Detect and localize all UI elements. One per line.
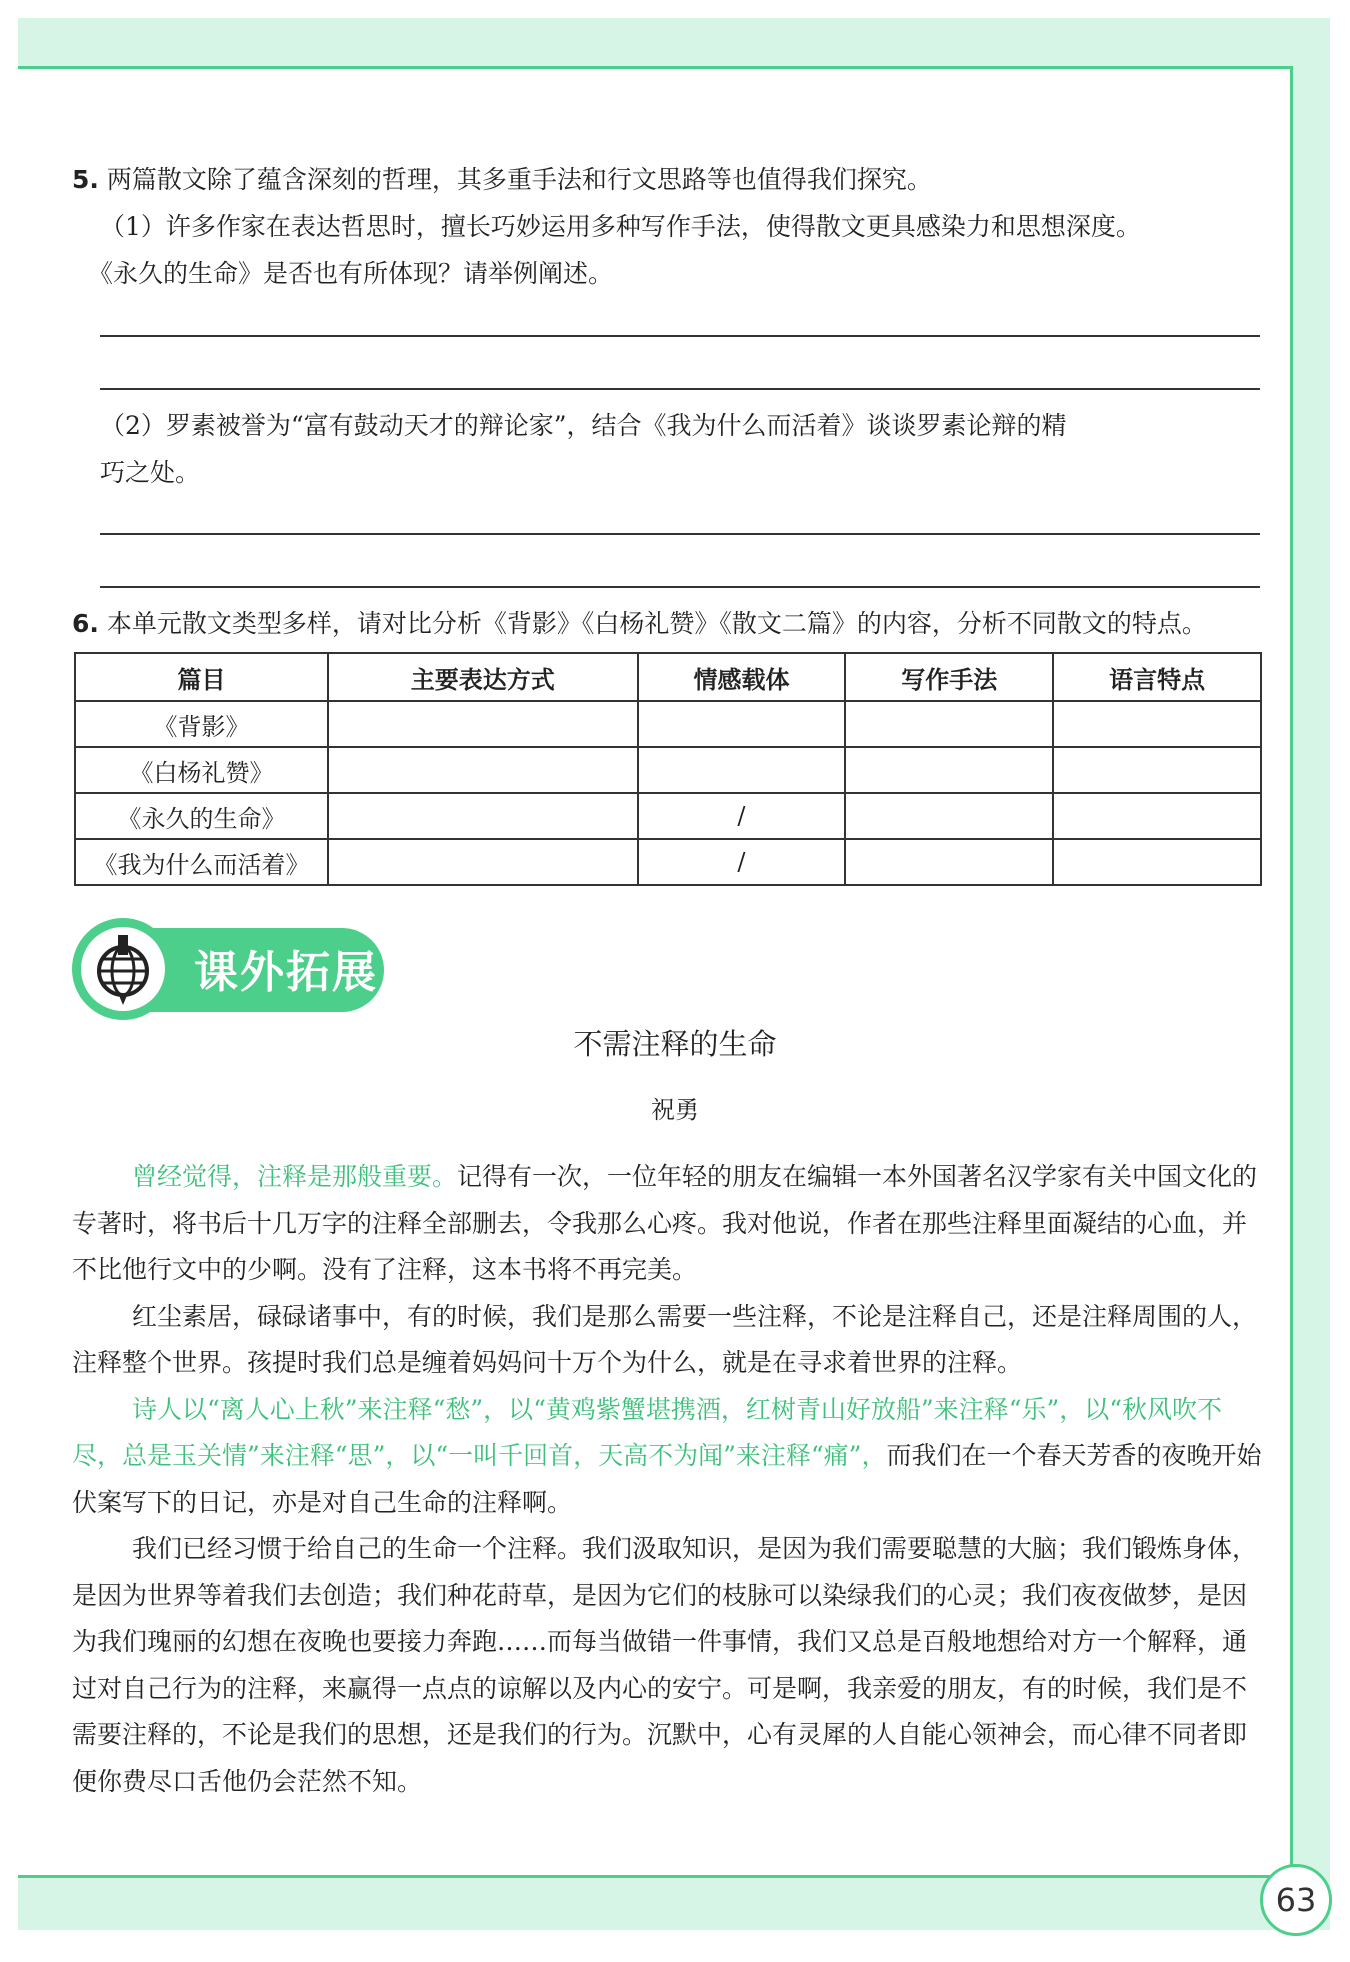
- table-row: [75, 793, 1261, 839]
- page-number: 63: [1260, 1864, 1332, 1936]
- slash-cell: /: [638, 839, 846, 885]
- q5-sub1-line1: （1）许多作家在表达哲思时，擅长巧妙运用多种写作手法，使得散文更具感染力和思想深度。: [100, 212, 1141, 241]
- question-5-stem: 5. 两篇散文除了蕴含深刻的哲理，其多重手法和行文思路等也值得我们探究。: [72, 165, 932, 194]
- answer-cell[interactable]: [845, 747, 1053, 793]
- row-title: 《永久的生命》: [75, 793, 328, 839]
- answer-cell[interactable]: [845, 839, 1053, 885]
- section-title: 课外拓展: [194, 947, 378, 998]
- answer-cell[interactable]: [638, 747, 846, 793]
- table-header-row: [75, 653, 1261, 701]
- article-title: 不需注释的生命: [573, 1027, 777, 1061]
- table-header: 主要表达方式: [328, 653, 638, 701]
- slash-cell: /: [638, 793, 846, 839]
- answer-cell[interactable]: [1053, 839, 1261, 885]
- paragraph: 红尘素居，碌碌诸事中，有的时候，我们是那么需要一些注释，不论是注释自己，还是注释周围的人，注释整个世界。孩提时我们总是缠着妈妈问十万个为什么，就是在寻求着世界的注释。: [72, 1301, 1258, 1377]
- question-number: 5.: [72, 165, 99, 194]
- answer-cell[interactable]: [845, 793, 1053, 839]
- row-title: 《白杨礼赞》: [75, 747, 328, 793]
- table-header: 语言特点: [1053, 653, 1261, 701]
- answer-line[interactable]: [100, 586, 1260, 588]
- article-author: 祝勇: [651, 1096, 699, 1124]
- answer-cell[interactable]: [328, 839, 638, 885]
- page-frame-top: [18, 18, 1330, 68]
- q5-sub2-line1: （2）罗素被誉为“富有鼓动天才的辩论家”，结合《我为什么而活着》谈谈罗素论辩的精: [100, 411, 1067, 440]
- highlighted-text: 诗人以“离人心上秋”来注释“愁”，以“黄鸡紫蟹堪携酒，红树青山好放船”来注释“乐”，以“秋风吹不尽，总是玉关情”来注释“思”，以“一叫千回首，天高不为闻”来注释“痛”，: [72, 1394, 1223, 1470]
- answer-line[interactable]: [100, 533, 1260, 535]
- page-frame-bottom: [18, 1870, 1330, 1930]
- paragraph: 诗人以“离人心上秋”来注释“愁”，以“黄鸡紫蟹堪携酒，红树青山好放船”来注释“乐”，以“秋风吹不尽，总是玉关情”来注释“思”，以“一叫千回首，天高不为闻”来注释“痛”，而我们在一个春天芳香的夜晚开始伏案写下的日记，亦是对自己生命的注释啊。: [72, 1394, 1262, 1517]
- answer-cell[interactable]: [328, 747, 638, 793]
- article-body: [72, 1154, 1262, 1805]
- page-frame-right: [1292, 55, 1330, 1885]
- table-header: 篇目: [75, 653, 328, 701]
- highlighted-text: 曾经觉得，注释是那般重要。: [132, 1162, 458, 1191]
- answer-cell[interactable]: [1053, 747, 1261, 793]
- section-badge: [72, 918, 388, 1020]
- comparison-table: [74, 652, 1262, 886]
- q5-sub1-line2: 《永久的生命》是否也有所体现？请举例阐述。: [88, 259, 614, 288]
- globe-pen-icon: [81, 927, 165, 1011]
- paragraph: 曾经觉得，注释是那般重要。记得有一次，一位年轻的朋友在编辑一本外国著名汉学家有关中国文化的专著时，将书后十几万字的注释全部删去，令我那么心疼。我对他说，作者在那些注释里面凝结的心血，并不比他行文中的少啊。没有了注释，这本书将不再完美。: [72, 1162, 1258, 1284]
- table-row: [75, 839, 1261, 885]
- answer-cell[interactable]: [328, 793, 638, 839]
- table-header: 写作手法: [845, 653, 1053, 701]
- answer-cell[interactable]: [1053, 793, 1261, 839]
- row-title: 《背影》: [75, 701, 328, 747]
- table-header: 情感载体: [638, 653, 846, 701]
- question-6-stem: 6. 本单元散文类型多样，请对比分析《背影》《白杨礼赞》《散文二篇》的内容，分析不同散文的特点。: [72, 609, 1207, 638]
- answer-line[interactable]: [100, 388, 1260, 390]
- question-number: 6.: [72, 609, 99, 638]
- answer-cell[interactable]: [638, 701, 846, 747]
- q5-sub2-line2: 巧之处。: [100, 458, 201, 487]
- table-row: [75, 747, 1261, 793]
- answer-cell[interactable]: [845, 701, 1053, 747]
- table-row: [75, 701, 1261, 747]
- answer-line[interactable]: [100, 335, 1260, 337]
- answer-cell[interactable]: [328, 701, 638, 747]
- answer-cell[interactable]: [1053, 701, 1261, 747]
- paragraph: 我们已经习惯于给自己的生命一个注释。我们汲取知识，是因为我们需要聪慧的大脑；我们锻炼身体，是因为世界等着我们去创造；我们种花莳草，是因为它们的枝脉可以染绿我们的心灵；我们夜夜做梦，是因为我们瑰丽的幻想在夜晚也要接力奔跑……而每当做错一件事情，我们又总是百般地想给对方一个解释，通过对自己行为的注释，来赢得一点点的谅解以及内心的安宁。可是啊，我亲爱的朋友，有的时候，我们是不需要注释的，不论是我们的思想，还是我们的行为。沉默中，心有灵犀的人自能心领神会，而心律不同者即便你费尽口舌他仍会茫然不知。: [72, 1534, 1258, 1796]
- row-title: 《我为什么而活着》: [75, 839, 328, 885]
